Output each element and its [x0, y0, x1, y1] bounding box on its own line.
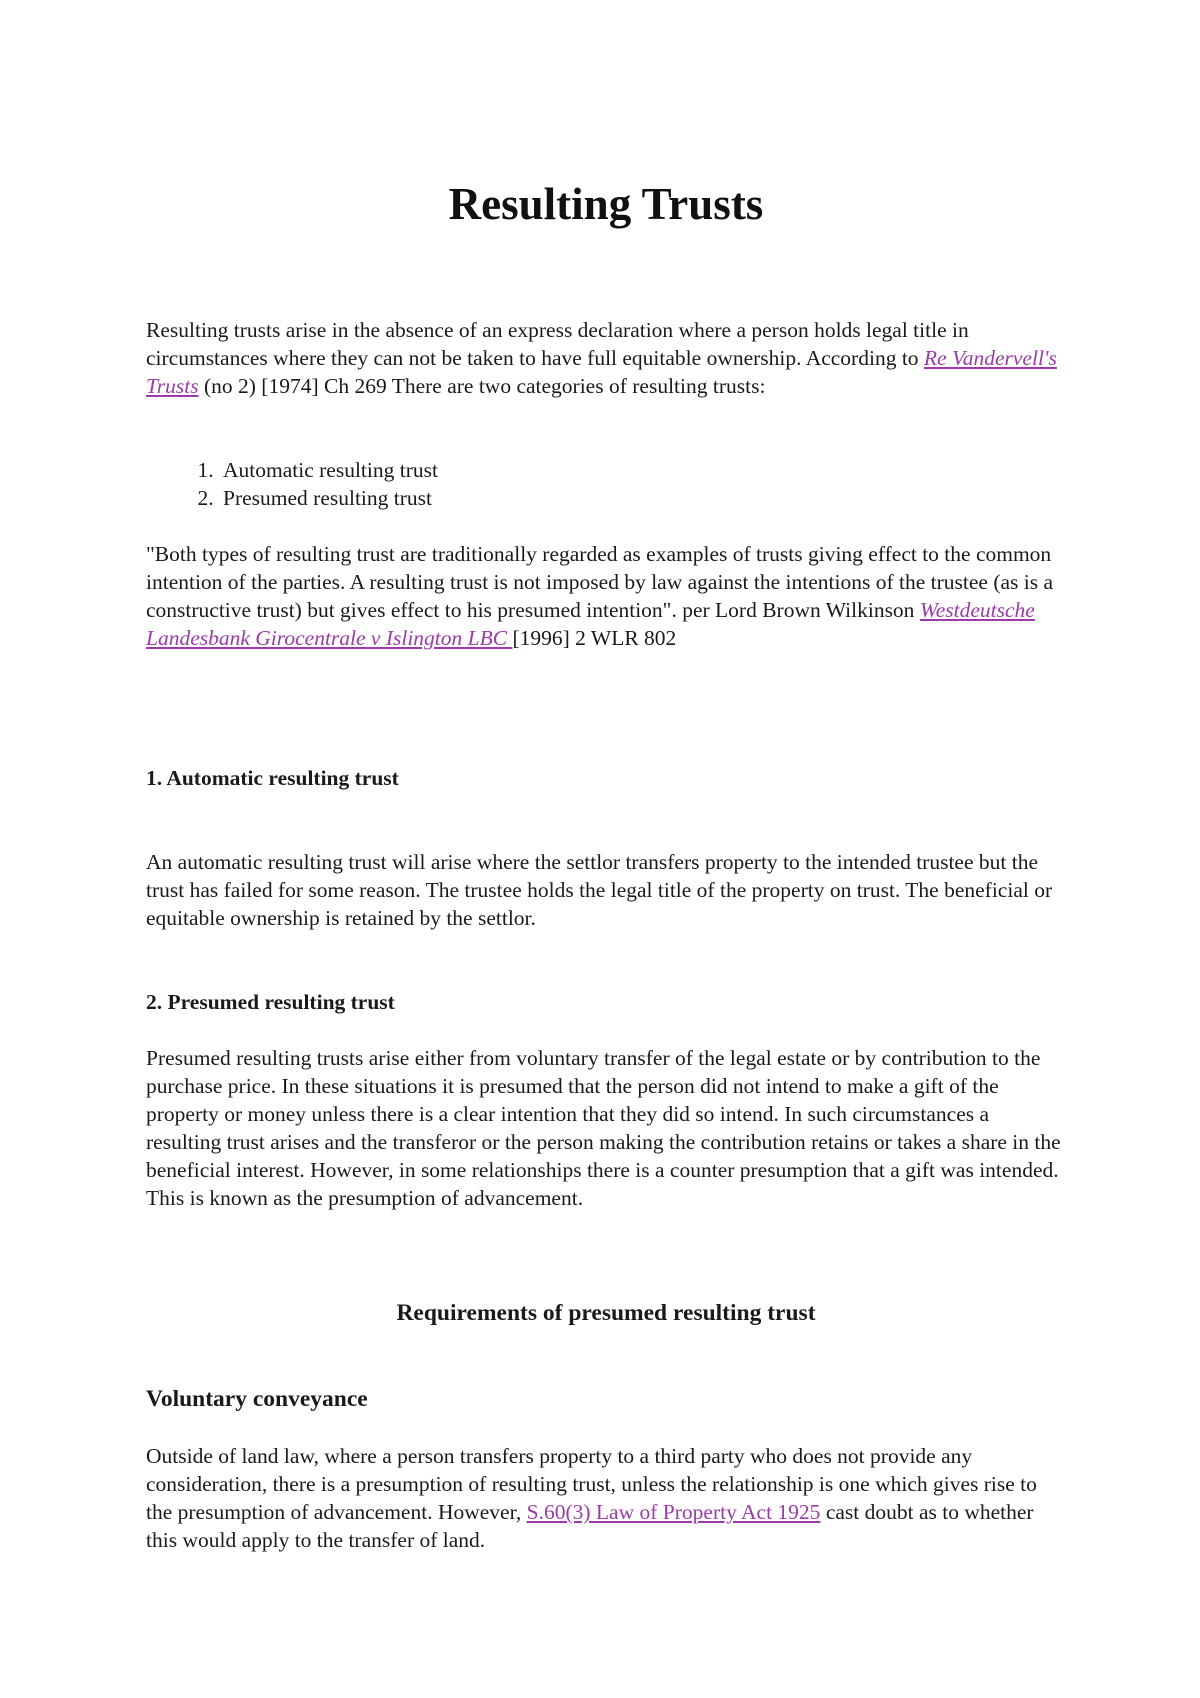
voluntary-conveyance-text: [146, 1442, 1066, 1554]
quote-paragraph: [146, 540, 1066, 652]
quote-text-start: "Both types of resulting trust are traditionally regarded as examples of trusts giving effect to the common intention of the parties. A resulting trust is not imposed by law against the intentions of the trustee (as is a constructive trust) but gives effect to his presumed intention". per Lord Brown Wilkinson: [146, 542, 1054, 622]
westdeutsche-link[interactable]: Westdeutsche Landesbank Girocentrale v Islington LBC: [146, 598, 1035, 650]
intro-text-end: (no 2) [1974] Ch 269 There are two categories of resulting trusts:: [198, 374, 766, 398]
section1-heading: 1. Automatic resulting trust: [146, 766, 399, 790]
section2-heading: 2. Presumed resulting trust: [146, 990, 395, 1014]
section1-body: [146, 848, 1066, 932]
page-title: Resulting Trusts: [448, 179, 764, 229]
list-item: 2. Presumed resulting trust: [219, 484, 1066, 512]
lpa-1925-link[interactable]: S.60(3) Law of Property Act 1925: [526, 1500, 821, 1524]
section1-text: An automatic resulting trust will arise where the settlor transfers property to the intended trustee but the trust has failed for some reason. The trustee holds the legal title of the property on trust. The beneficial or equitable ownership is retained by the settlor.: [146, 850, 1053, 930]
section2-text: Presumed resulting trusts arise either from voluntary transfer of the legal estate or by contribution to the purchase price. In these situations it is presumed that the person did not intend to make a gift of the property or money unless there is a clear intention that they did so intend. In such circumstances a resulting trust arises and the transferor or the person making the contribution retains or takes a share in the beneficial interest. However, in some relationships there is a counter presumption that a gift was intended. This is known as the presumption of advancement.: [146, 1046, 1061, 1210]
voluntary-text-end: cast doubt as to whether this would apply to the transfer of land.: [146, 1500, 1034, 1552]
voluntary-conveyance-body: [146, 1442, 1066, 1554]
voluntary-conveyance-heading: Voluntary conveyance: [146, 1386, 368, 1412]
intro-text-start: Resulting trusts arise in the absence of an express declaration where a person holds legal title in circumstances where they can not be taken to have full equitable ownership. According to: [146, 318, 969, 370]
re-vandervell-link[interactable]: Re Vandervell's Trusts: [146, 346, 1057, 398]
list-item: 1. Automatic resulting trust: [219, 456, 1066, 484]
voluntary-text-start: Outside of land law, where a person transfers property to a third party who does not provide any consideration, there is a presumption of resulting trust, unless the relationship is one which gives rise to the presumption of advancement. However,: [146, 1444, 1037, 1524]
requirements-heading: Requirements of presumed resulting trust: [396, 1300, 816, 1326]
intro-paragraph: [146, 316, 1066, 400]
categories-list: [146, 456, 1066, 512]
intro-text: [146, 316, 1066, 400]
section2-body: [146, 1044, 1066, 1212]
quote-text: [146, 540, 1066, 652]
quote-text-end: [1996] 2 WLR 802: [512, 626, 677, 650]
